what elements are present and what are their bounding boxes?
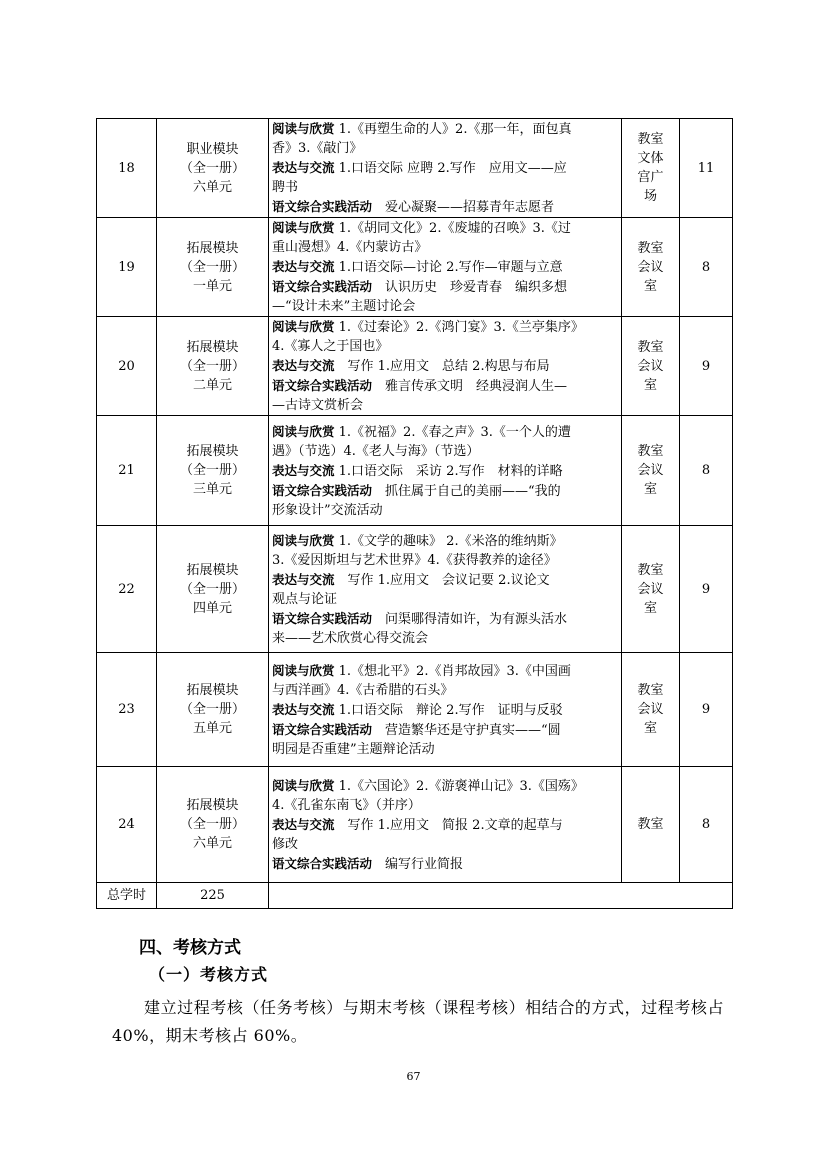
location-line: 室 — [643, 600, 657, 616]
content-keyword: 阅读与欣赏 — [272, 777, 335, 793]
module-line: （全一册） — [179, 581, 245, 597]
content-line — [272, 238, 618, 257]
content-text: 1.《想北平》2.《肖邦故园》3.《中国画 — [334, 663, 571, 679]
hours-cell: 8 — [680, 767, 733, 883]
module-line: 六单元 — [192, 179, 232, 195]
content-line — [272, 740, 618, 759]
location-line: 场 — [643, 189, 657, 204]
table-row — [97, 416, 733, 526]
content-text: 1.口语交际—讨论 2.写作—审题与立意 — [334, 260, 563, 275]
content-line — [272, 854, 618, 874]
subsection-heading: （一）考核方式 — [149, 965, 269, 984]
table-row — [97, 317, 733, 416]
content-text: 写作 1.应用文 会议记要 2.议论文 — [334, 572, 550, 588]
module-line: （全一册） — [179, 259, 245, 275]
content-text: 1.口语交际 应聘 2.写作 应用文——应 — [334, 161, 567, 176]
module-line: （全一册） — [179, 702, 245, 717]
hours-cell: 8 — [680, 218, 733, 317]
curriculum-table-body — [97, 119, 733, 909]
content-line — [272, 119, 618, 139]
section-heading: 四、考核方式 — [139, 938, 241, 958]
content-keyword: 表达与交流 — [272, 816, 335, 832]
content-text: 抓住属于自己的美丽——“我的 — [372, 483, 561, 499]
content-line — [272, 776, 618, 796]
total-row — [97, 883, 733, 909]
content-text: 观点与论证 — [272, 591, 338, 607]
module-line: 二单元 — [192, 377, 232, 393]
content-line — [272, 609, 618, 629]
content-text: 写作 1.应用文 总结 2.构思与布局 — [334, 359, 550, 374]
content-line — [272, 197, 618, 217]
content-line — [272, 257, 618, 277]
location-line: 会议 — [637, 581, 664, 597]
row-number: 23 — [97, 653, 157, 767]
module-line: 拓展模块 — [186, 339, 239, 355]
content-keyword: 阅读与欣赏 — [272, 423, 335, 439]
location-line: 室 — [643, 721, 657, 736]
module-cell — [157, 526, 269, 653]
content-line — [272, 681, 618, 700]
content-line — [272, 551, 618, 570]
content-text: 1.《再塑生命的人》2.《那一年，面包真 — [334, 122, 572, 137]
row-number: 20 — [97, 317, 157, 416]
content-keyword: 阅读与欣赏 — [272, 319, 335, 334]
table-row — [97, 218, 733, 317]
location-cell — [622, 526, 680, 653]
row-number: 22 — [97, 526, 157, 653]
module-line: 一单元 — [192, 278, 232, 294]
content-line — [272, 590, 618, 609]
content-keyword: 表达与交流 — [272, 160, 335, 175]
module-cell — [157, 416, 269, 526]
content-text: —“设计未来”主题讨论会 — [272, 299, 416, 314]
module-cell — [157, 653, 269, 767]
content-text: 1.口语交际 采访 2.写作 材料的详略 — [334, 463, 563, 479]
total-empty-cell — [269, 883, 733, 909]
content-keyword: 阅读与欣赏 — [272, 220, 335, 235]
content-line — [272, 376, 618, 396]
content-text: 1.《祝福》2.《春之声》3.《一个人的遭 — [334, 424, 571, 440]
row-number: 19 — [97, 218, 157, 317]
content-line — [272, 317, 618, 337]
total-label: 总学时 — [97, 883, 157, 909]
content-line — [272, 570, 618, 590]
content-text: 编写行业简报 — [372, 856, 464, 872]
content-line — [272, 815, 618, 835]
content-keyword: 表达与交流 — [272, 571, 335, 587]
content-text: 4.《孔雀东南飞》（并序） — [272, 797, 421, 813]
module-line: （全一册） — [179, 817, 245, 832]
location-line: 教室 — [637, 817, 664, 832]
location-cell — [622, 416, 680, 526]
content-line — [272, 178, 618, 197]
module-line: 六单元 — [192, 836, 232, 851]
content-keyword: 语文综合实践活动 — [272, 610, 373, 626]
module-cell — [157, 767, 269, 883]
module-line: （全一册） — [179, 463, 245, 478]
content-text: 明园是否重建”主题辩论活动 — [272, 741, 435, 757]
content-line — [272, 277, 618, 297]
content-cell — [269, 317, 622, 416]
location-line: 会议 — [637, 702, 664, 717]
content-text: —古诗文赏析会 — [272, 398, 364, 413]
content-keyword: 阅读与欣赏 — [272, 532, 335, 548]
location-cell — [622, 317, 680, 416]
content-text: 香》3.《敲门》 — [272, 141, 363, 156]
content-cell — [269, 218, 622, 317]
content-text: 营造繁华还是守护真实——“圆 — [372, 722, 561, 738]
location-line: 教室 — [637, 683, 664, 698]
row-number: 18 — [97, 119, 157, 218]
content-keyword: 语文综合实践活动 — [272, 378, 373, 393]
content-line — [272, 218, 618, 238]
module-cell — [157, 218, 269, 317]
module-line: 拓展模块 — [186, 683, 239, 698]
content-keyword: 表达与交流 — [272, 462, 335, 478]
location-line: 室 — [643, 482, 657, 497]
content-keyword: 阅读与欣赏 — [272, 662, 335, 678]
content-line — [272, 422, 618, 442]
content-text: 3.《爱因斯坦与艺术世界》4.《获得教养的途径》 — [272, 552, 557, 568]
location-line: 教室 — [637, 240, 664, 256]
content-text: 与西洋画》4.《古希腊的石头》 — [272, 682, 454, 698]
content-text: 来——艺术欣赏心得交流会 — [272, 630, 429, 646]
content-keyword: 表达与交流 — [272, 358, 335, 373]
content-text: 重山漫想》4.《内蒙访古》 — [272, 240, 428, 255]
row-number: 21 — [97, 416, 157, 526]
content-line — [272, 396, 618, 415]
location-line: 室 — [643, 377, 657, 393]
content-line — [272, 356, 618, 376]
module-cell — [157, 119, 269, 218]
content-line — [272, 629, 618, 648]
total-value: 225 — [157, 883, 269, 909]
content-cell — [269, 526, 622, 653]
content-cell — [269, 767, 622, 883]
location-line: 教室 — [637, 562, 664, 578]
content-text: 1.《六国论》2.《游褒禅山记》3.《国殇》 — [334, 778, 584, 794]
location-line: 会议 — [637, 358, 664, 374]
module-line: 三单元 — [192, 482, 232, 497]
module-line: 拓展模块 — [186, 562, 239, 578]
content-line — [272, 337, 618, 356]
location-cell — [622, 218, 680, 317]
content-line — [272, 501, 618, 520]
content-text: 4.《寡人之于国也》 — [272, 339, 389, 354]
row-number: 24 — [97, 767, 157, 883]
location-cell — [622, 653, 680, 767]
content-keyword: 语文综合实践活动 — [272, 199, 373, 214]
location-cell — [622, 119, 680, 218]
table-row — [97, 767, 733, 883]
module-line: （全一册） — [179, 358, 245, 374]
module-line: 拓展模块 — [186, 444, 239, 459]
hours-cell: 8 — [680, 416, 733, 526]
assessment-paragraph: 建立过程考核（任务考核）与期末考核（课程考核）相结合的方式，过程考核占 40%，期末考核占 60%。 — [112, 998, 724, 1045]
hours-cell: 9 — [680, 526, 733, 653]
location-line: 室 — [643, 278, 657, 294]
content-line — [272, 158, 618, 178]
hours-cell: 9 — [680, 653, 733, 767]
content-line — [272, 661, 618, 681]
location-line: 教室 — [637, 339, 664, 355]
location-line: 文体 — [637, 151, 664, 166]
content-line — [272, 139, 618, 158]
location-line: 会议 — [637, 259, 664, 275]
content-keyword: 语文综合实践活动 — [272, 482, 373, 498]
hours-cell: 11 — [680, 119, 733, 218]
location-line: 教室 — [637, 132, 664, 147]
content-keyword: 表达与交流 — [272, 701, 335, 717]
module-line: 五单元 — [192, 721, 232, 736]
content-text: 问渠哪得清如许，为有源头活水 — [372, 611, 568, 627]
content-text: 1.《过秦论》2.《鸿门宴》3.《兰亭集序》 — [334, 320, 584, 335]
location-cell — [622, 767, 680, 883]
content-text: 写作 1.应用文 简报 2.文章的起草与 — [334, 817, 563, 833]
content-cell — [269, 653, 622, 767]
hours-cell: 9 — [680, 317, 733, 416]
content-line — [272, 297, 618, 316]
module-line: 四单元 — [192, 600, 232, 616]
content-line — [272, 531, 618, 551]
module-line: （全一册） — [179, 160, 245, 176]
content-keyword: 阅读与欣赏 — [272, 121, 335, 136]
content-text: 形象设计”交流活动 — [272, 502, 383, 518]
content-text: 修改 — [272, 836, 299, 852]
location-line: 教室 — [637, 444, 664, 459]
content-text: 爱心凝聚——招募青年志愿者 — [372, 200, 555, 215]
page-number: 67 — [406, 1070, 421, 1083]
content-line — [272, 461, 618, 481]
content-text: 遇》（节选）4.《老人与海》（节选） — [272, 443, 480, 459]
content-text: 1.口语交际 辩论 2.写作 证明与反驳 — [334, 702, 563, 718]
content-line — [272, 835, 618, 854]
content-cell — [269, 119, 622, 218]
content-keyword: 语文综合实践活动 — [272, 855, 373, 871]
table-row — [97, 119, 733, 218]
location-line: 宫广 — [637, 170, 664, 185]
content-keyword: 语文综合实践活动 — [272, 721, 373, 737]
content-line — [272, 442, 618, 461]
module-line: 拓展模块 — [186, 240, 239, 256]
location-line: 会议 — [637, 463, 664, 478]
table-row — [97, 653, 733, 767]
module-cell — [157, 317, 269, 416]
content-cell — [269, 416, 622, 526]
content-keyword: 表达与交流 — [272, 259, 335, 274]
content-line — [272, 720, 618, 740]
content-text: 雅言传承文明 经典浸润人生— — [372, 379, 568, 394]
module-line: 拓展模块 — [186, 798, 239, 813]
content-text: 聘书 — [272, 180, 299, 195]
content-keyword: 语文综合实践活动 — [272, 279, 373, 294]
content-line — [272, 481, 618, 501]
curriculum-table — [96, 118, 733, 909]
content-line — [272, 796, 618, 815]
content-text: 1.《胡同文化》2.《废墟的召唤》3.《过 — [334, 221, 571, 236]
content-text: 认识历史 珍爱青春 编织多想 — [372, 280, 568, 295]
table-row — [97, 526, 733, 653]
content-text: 1.《文学的趣味》 2.《米洛的维纳斯》 — [334, 533, 563, 549]
content-line — [272, 700, 618, 720]
module-line: 职业模块 — [186, 141, 239, 157]
